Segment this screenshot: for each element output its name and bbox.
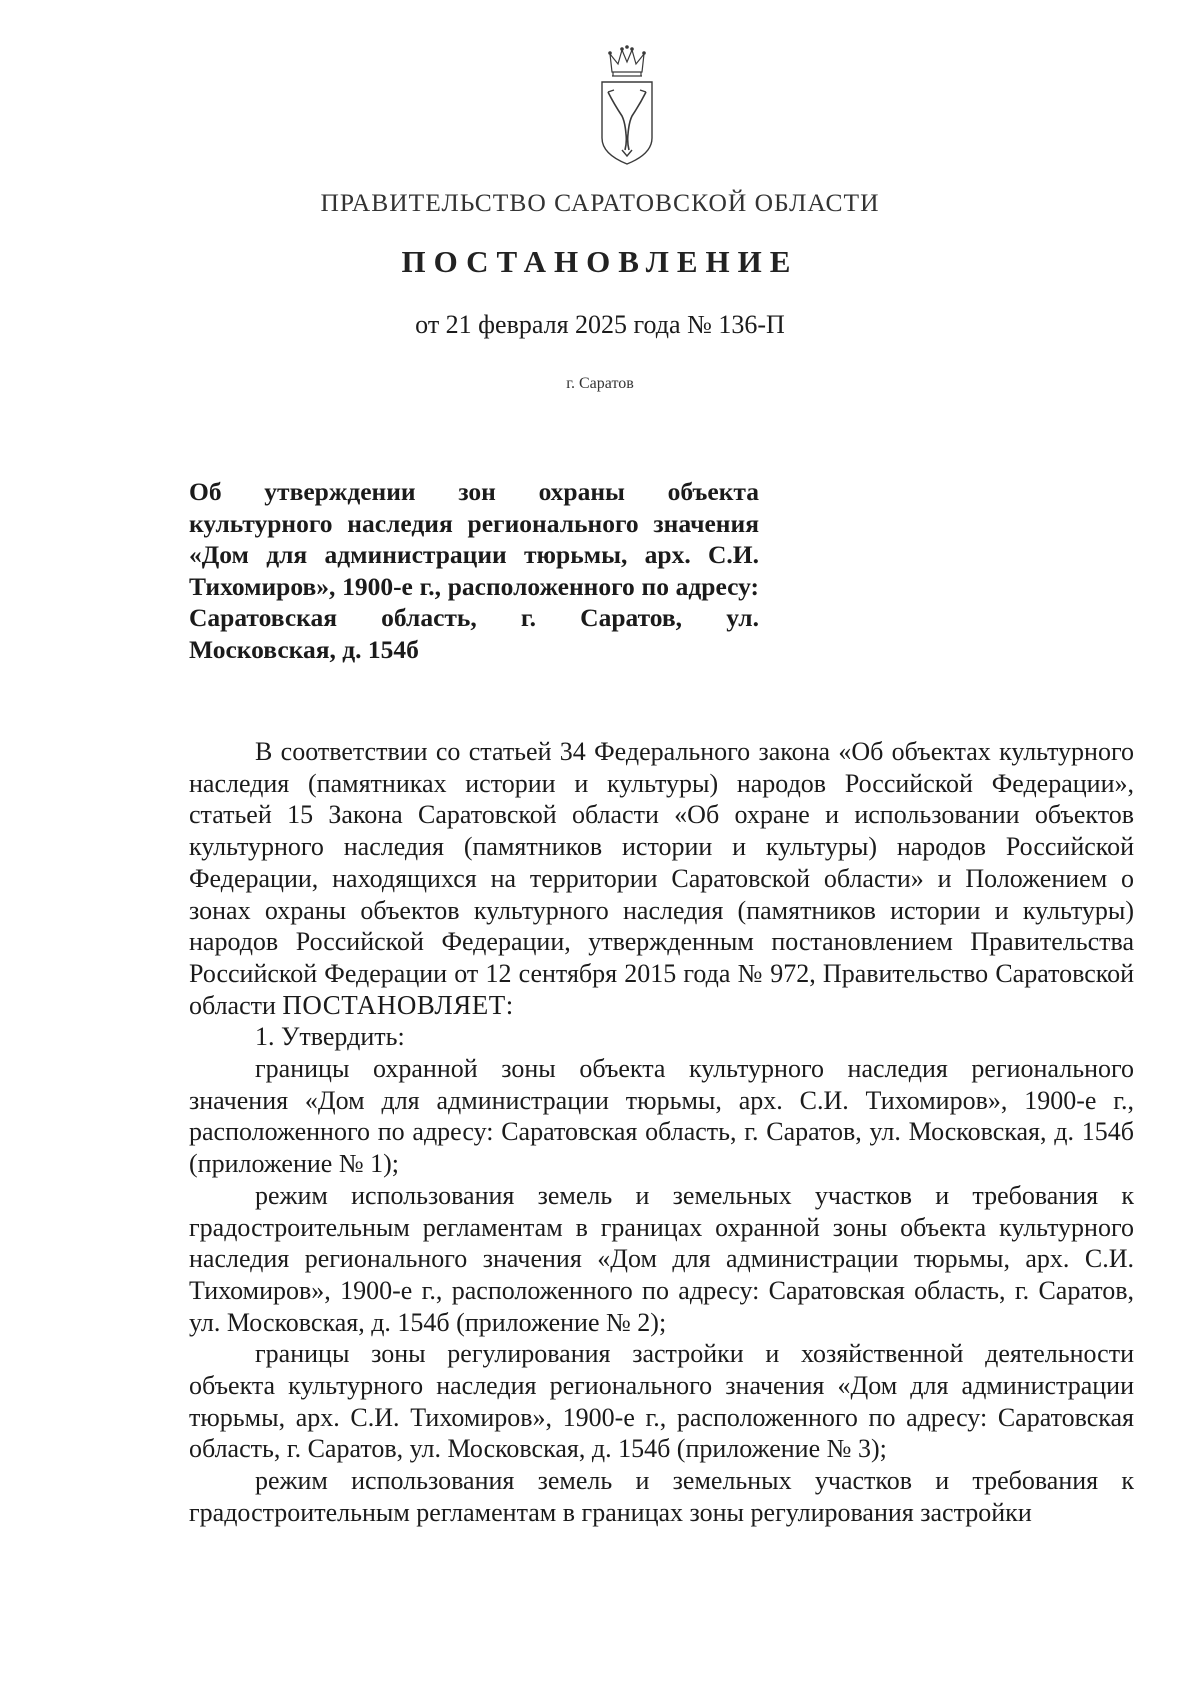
document-body bbox=[189, 736, 1134, 1529]
government-name: ПРАВИТЕЛЬСТВО САРАТОВСКОЙ ОБЛАСТИ bbox=[320, 188, 880, 217]
item-1-heading: 1. Утвердить: bbox=[255, 1022, 405, 1052]
item-paragraph: режим использования земель и земельных участков и требования к градостроительным регламентам в границах зоны регулирования застройки bbox=[189, 1466, 1134, 1527]
decree-word: ПОСТАНОВЛЯЕТ: bbox=[282, 989, 514, 1020]
item-paragraph: границы охранной зоны объекта культурного наследия регионального значения «Дом для администрации тюрьмы, арх. С.И. Тихомиров», 1900-е г., расположенного по адресу: Саратовская область, г. Саратов, ул. Московская, д. 154б (приложение № 1); bbox=[189, 1054, 1134, 1179]
preamble-paragraph bbox=[189, 736, 1134, 1021]
saratov-coat-of-arms-icon bbox=[598, 42, 656, 170]
document-date-number: от 21 февраля 2025 года № 136-П bbox=[415, 310, 785, 339]
item-paragraph: режим использования земель и земельных участков и требования к градостроительным регламентам в границах охранной зоны объекта культурного наследия регионального значения «Дом для администрации тюрьмы, арх. С.И. Тихомиров», 1900-е г., расположенного по адресу: Саратовская область, г. Саратов, ул. Московская, д. 154б (приложение № 2); bbox=[189, 1180, 1134, 1337]
item-paragraph: границы зоны регулирования застройки и хозяйственной деятельности объекта культурного наследия регионального значения «Дом для администрации тюрьмы, арх. С.И. Тихомиров», 1900-е г., расположенного по адресу: Саратовская область, г. Саратов, ул. Московская, д. 154б (приложение № 3); bbox=[189, 1339, 1134, 1464]
preamble-text: В соответствии со статьей 34 Федерального закона «Об объектах культурного наследия (памятниках истории и культуры) народов Российской Федерации», статьей 15 Закона Саратовской области «Об охране и использовании объектов культурного наследия (памятников истории и культуры) народов Российской Федерации, находящихся на территории Саратовской области» и Положением о зонах охраны объектов культурного наследия (памятников истории и культуры) народов Российской Федерации, утвержденным постановлением Правительства Российской Федерации от 12 сентября 2015 года № 972, Правительство Саратовской области bbox=[189, 737, 1134, 1020]
document-subject: Об утверждении зон охраны объекта культурного наследия регионального значения «Дом для администрации тюрьмы, арх. С.И. Тихомиров», 1900-е г., расположенного по адресу: Саратовская область, г. Саратов, ул. Московская, д. 154б bbox=[189, 477, 759, 664]
document-type: ПОСТАНОВЛЕНИЕ bbox=[401, 244, 799, 279]
document-city: г. Саратов bbox=[566, 375, 634, 392]
